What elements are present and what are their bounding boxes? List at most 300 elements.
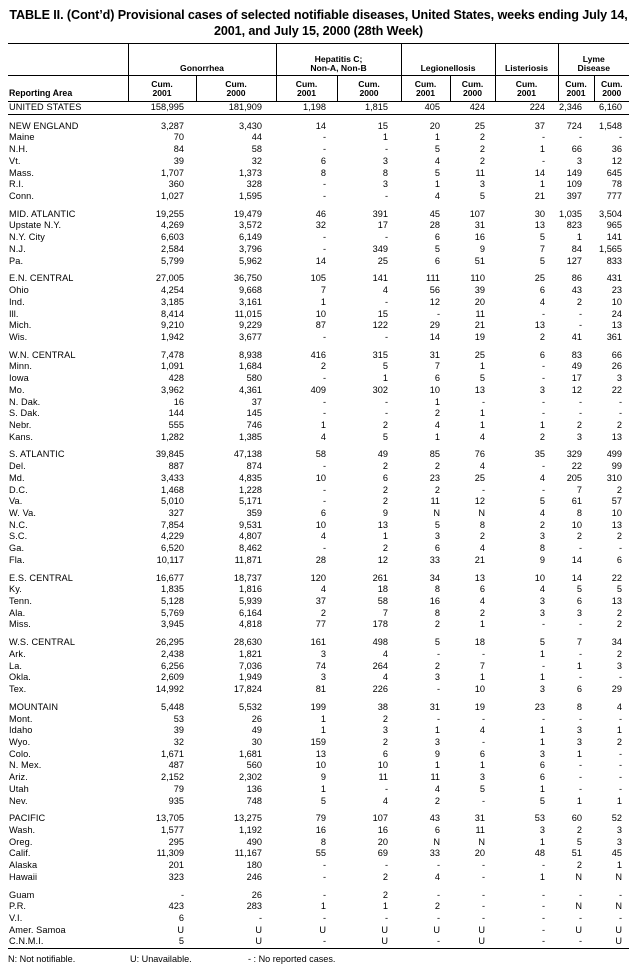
value-cell: 1,548 bbox=[599, 120, 623, 131]
value-cell: 109 bbox=[566, 179, 583, 190]
value-cell: 3,287 bbox=[161, 120, 184, 131]
value-cell: 5 bbox=[382, 361, 389, 372]
value-cell: 4 bbox=[539, 472, 546, 483]
value-cell: 4,807 bbox=[239, 531, 262, 542]
value-cell: 2,584 bbox=[161, 243, 184, 254]
value-cell: 328 bbox=[246, 179, 262, 190]
value-cell: 46 bbox=[315, 208, 326, 219]
reporting-area-cell: Utah bbox=[9, 783, 29, 794]
value-cell: 55 bbox=[315, 848, 326, 859]
value-cell: - bbox=[384, 408, 389, 419]
value-cell: N bbox=[433, 508, 441, 518]
value-cell: 31 bbox=[474, 220, 486, 231]
value-cell: 61 bbox=[571, 496, 583, 507]
value-cell: 4 bbox=[434, 871, 441, 882]
value-cell: 3 bbox=[616, 660, 623, 671]
value-cell: 181,909 bbox=[228, 102, 262, 112]
year-label: 2001 bbox=[566, 88, 586, 99]
value-cell: U bbox=[615, 936, 623, 947]
table-bottom-rule bbox=[8, 948, 629, 949]
value-cell: 1 bbox=[539, 871, 546, 882]
year-label: 2001 bbox=[152, 88, 172, 99]
value-cell: 397 bbox=[566, 191, 583, 202]
value-cell: - bbox=[384, 191, 389, 202]
value-cell: 2 bbox=[576, 296, 583, 307]
value-cell: 5,171 bbox=[239, 496, 262, 507]
header-listeriosis-2001 bbox=[495, 76, 558, 102]
value-cell: 1 bbox=[539, 783, 546, 794]
value-cell: 9 bbox=[320, 772, 326, 783]
value-cell: 1,707 bbox=[161, 167, 184, 178]
reporting-area-cell: La. bbox=[9, 660, 23, 671]
value-cell: 1,385 bbox=[239, 431, 262, 442]
value-cell: 2 bbox=[616, 619, 623, 630]
table-row bbox=[8, 543, 629, 555]
value-cell: 4 bbox=[320, 584, 326, 595]
header-lyme-2000 bbox=[594, 76, 629, 102]
value-cell: 25 bbox=[474, 472, 486, 483]
value-cell: - bbox=[578, 308, 583, 319]
value-cell: 31 bbox=[474, 813, 486, 824]
value-cell: 87 bbox=[315, 320, 326, 331]
value-cell: 3,161 bbox=[239, 296, 262, 307]
reporting-area-cell: Va. bbox=[9, 496, 23, 507]
table-row bbox=[8, 168, 629, 180]
value-cell: 5 bbox=[320, 795, 326, 806]
value-cell: 3 bbox=[539, 824, 546, 835]
value-cell: 9 bbox=[382, 508, 389, 518]
value-cell: 17 bbox=[571, 373, 583, 384]
reporting-area-cell: PACIFIC bbox=[9, 813, 46, 824]
value-cell: 10 bbox=[571, 519, 583, 530]
year-label: 2001 bbox=[516, 88, 537, 99]
header-hepatitis-c-2000 bbox=[337, 76, 401, 102]
value-cell: - bbox=[578, 619, 583, 630]
value-cell: 85 bbox=[429, 449, 441, 460]
value-cell: 2 bbox=[434, 619, 441, 630]
value-cell: 5 bbox=[539, 496, 546, 507]
value-cell: 4 bbox=[382, 285, 389, 296]
value-cell: 25 bbox=[474, 120, 486, 131]
value-cell: - bbox=[541, 860, 546, 871]
value-cell: - bbox=[541, 132, 546, 143]
value-cell: 48 bbox=[534, 848, 546, 859]
value-cell: - bbox=[322, 396, 326, 407]
value-cell: - bbox=[436, 684, 441, 695]
reporting-area-cell: Miss. bbox=[9, 619, 31, 630]
value-cell: - bbox=[618, 396, 623, 407]
value-cell: 4 bbox=[479, 543, 486, 554]
value-cell: 4 bbox=[434, 783, 441, 794]
table-row bbox=[8, 890, 629, 902]
value-cell: 58 bbox=[315, 449, 326, 460]
value-cell: 3,185 bbox=[161, 296, 184, 307]
value-cell: 10 bbox=[474, 684, 486, 695]
value-cell: 6 bbox=[434, 543, 441, 554]
value-cell: - bbox=[322, 461, 326, 472]
reporting-area-cell: Minn. bbox=[9, 361, 32, 372]
value-cell: - bbox=[578, 772, 583, 783]
value-cell: 33 bbox=[429, 554, 441, 565]
value-cell: 1 bbox=[382, 132, 389, 143]
value-cell: - bbox=[541, 308, 546, 319]
value-cell: 6 bbox=[576, 596, 583, 607]
value-cell: 935 bbox=[168, 795, 184, 806]
value-cell: 51 bbox=[474, 255, 486, 266]
value-cell: 57 bbox=[611, 496, 623, 507]
table-row bbox=[8, 297, 629, 309]
value-cell: 1 bbox=[479, 361, 486, 372]
value-cell: 4,818 bbox=[239, 619, 262, 630]
value-cell: 5 bbox=[539, 637, 546, 648]
value-cell: 2 bbox=[382, 461, 389, 472]
table-body bbox=[8, 102, 629, 949]
value-cell: 5 bbox=[539, 232, 546, 243]
value-cell: 1 bbox=[320, 725, 326, 736]
value-cell: - bbox=[436, 860, 441, 871]
value-cell: 823 bbox=[566, 220, 583, 231]
value-cell: 14 bbox=[571, 554, 583, 565]
reporting-area-cell: Ga. bbox=[9, 543, 25, 554]
reporting-area-cell: N. Mex. bbox=[9, 760, 42, 771]
footnotes bbox=[8, 954, 629, 964]
value-cell: 1 bbox=[320, 713, 326, 724]
value-cell: 3,677 bbox=[239, 331, 262, 342]
value-cell: 8 bbox=[576, 508, 583, 518]
value-cell: 32 bbox=[173, 736, 184, 747]
reporting-area-cell: E.S. CENTRAL bbox=[9, 572, 73, 583]
value-cell: 2 bbox=[479, 531, 486, 542]
value-cell: 14 bbox=[571, 572, 583, 583]
table-row bbox=[8, 408, 629, 420]
value-cell: 9 bbox=[479, 243, 486, 254]
table-row bbox=[8, 309, 629, 321]
value-cell: 51 bbox=[571, 848, 583, 859]
value-cell: - bbox=[322, 373, 326, 384]
value-cell: - bbox=[384, 783, 389, 794]
value-cell: 1,027 bbox=[161, 191, 184, 202]
value-cell: 4 bbox=[539, 584, 546, 595]
value-cell: 11,309 bbox=[156, 848, 184, 859]
value-cell: 10,117 bbox=[156, 554, 184, 565]
value-cell: 37 bbox=[534, 120, 546, 131]
year-label: 2001 bbox=[296, 88, 317, 99]
value-cell: 23 bbox=[429, 472, 441, 483]
value-cell: 29 bbox=[429, 320, 441, 331]
reporting-area-cell: Ill. bbox=[9, 308, 19, 319]
value-cell: - bbox=[436, 648, 441, 659]
value-cell: 22 bbox=[611, 384, 623, 395]
value-cell: 3 bbox=[576, 725, 583, 736]
value-cell: 110 bbox=[470, 273, 486, 284]
value-cell: N bbox=[575, 871, 583, 882]
value-cell: 3 bbox=[382, 155, 389, 166]
value-cell: 38 bbox=[377, 701, 389, 712]
value-cell: 1,192 bbox=[239, 824, 262, 835]
reporting-area-cell: Pa. bbox=[9, 255, 24, 266]
reporting-area-cell: Hawaii bbox=[9, 871, 38, 882]
value-cell: - bbox=[578, 913, 583, 923]
value-cell: 39 bbox=[173, 725, 184, 736]
value-cell: 5 bbox=[434, 243, 441, 254]
value-cell: 7,478 bbox=[161, 349, 184, 360]
value-cell: 84 bbox=[173, 144, 184, 155]
value-cell: 1 bbox=[382, 373, 389, 384]
value-cell: - bbox=[618, 760, 623, 771]
value-cell: 5 bbox=[576, 836, 583, 847]
value-cell: 77 bbox=[315, 619, 326, 630]
value-cell: 34 bbox=[429, 572, 441, 583]
value-cell: 13 bbox=[474, 572, 486, 583]
table-row bbox=[8, 156, 629, 168]
value-cell: - bbox=[541, 155, 546, 166]
rule-cell bbox=[8, 948, 629, 949]
value-cell: 9,210 bbox=[161, 320, 184, 331]
value-cell: 1,577 bbox=[161, 824, 184, 835]
table-row bbox=[8, 397, 629, 409]
reporting-area-cell: R.I. bbox=[9, 179, 24, 190]
value-cell: - bbox=[618, 672, 623, 683]
value-cell: 34 bbox=[611, 637, 623, 648]
value-cell: 1 bbox=[434, 725, 441, 736]
table-row bbox=[8, 132, 629, 144]
value-cell: 4 bbox=[382, 672, 389, 683]
value-cell: 11,015 bbox=[234, 308, 262, 319]
table-row bbox=[8, 121, 629, 133]
year-label: 2000 bbox=[226, 88, 246, 99]
value-cell: 5 bbox=[434, 167, 441, 178]
value-cell: 8 bbox=[479, 519, 486, 530]
value-cell: 724 bbox=[566, 120, 583, 131]
value-cell: 2 bbox=[616, 648, 623, 659]
value-cell: - bbox=[481, 901, 486, 912]
value-cell: 43 bbox=[571, 285, 583, 296]
value-cell: - bbox=[578, 672, 583, 683]
value-cell: 21 bbox=[534, 191, 546, 202]
value-cell: 10 bbox=[315, 760, 326, 771]
value-cell: 5,962 bbox=[239, 255, 262, 266]
value-cell: 8 bbox=[320, 167, 326, 178]
table-row bbox=[8, 496, 629, 508]
value-cell: 499 bbox=[606, 449, 623, 460]
table-row bbox=[8, 191, 629, 203]
value-cell: 19,479 bbox=[233, 208, 262, 219]
table-row bbox=[8, 796, 629, 808]
reporting-area-cell: Ark. bbox=[9, 648, 26, 659]
value-cell: 8 bbox=[576, 701, 583, 712]
value-cell: - bbox=[322, 860, 326, 871]
value-cell: 1 bbox=[539, 144, 546, 155]
value-cell: 2 bbox=[576, 860, 583, 871]
table-row bbox=[8, 813, 629, 825]
value-cell: 81 bbox=[315, 684, 326, 695]
value-cell: 27,005 bbox=[155, 273, 184, 284]
value-cell: 555 bbox=[168, 419, 184, 430]
value-cell: 10 bbox=[611, 296, 623, 307]
value-cell: 1,835 bbox=[161, 584, 184, 595]
value-cell: 201 bbox=[168, 860, 184, 871]
table-row bbox=[8, 332, 629, 344]
reporting-area-cell: Mich. bbox=[9, 320, 32, 331]
value-cell: 25 bbox=[474, 349, 486, 360]
reporting-area-cell: Kans. bbox=[9, 431, 33, 442]
value-cell: - bbox=[180, 889, 184, 900]
value-cell: 1 bbox=[320, 901, 326, 912]
header-group-hepatitis-c bbox=[276, 44, 401, 76]
value-cell: 7,036 bbox=[239, 660, 262, 671]
value-cell: 1 bbox=[576, 660, 583, 671]
reporting-area-cell: Nebr. bbox=[9, 419, 32, 430]
value-cell: 487 bbox=[168, 760, 184, 771]
value-cell: 6,256 bbox=[161, 660, 184, 671]
value-cell: - bbox=[436, 889, 441, 900]
value-cell: 36 bbox=[611, 144, 623, 155]
hep-c-line1: Hepatitis C; bbox=[314, 53, 363, 64]
value-cell: 1 bbox=[616, 725, 623, 736]
value-cell: 3,433 bbox=[161, 472, 184, 483]
reporting-area-cell: Okla. bbox=[9, 672, 31, 683]
year-label: 2000 bbox=[602, 88, 622, 99]
value-cell: - bbox=[618, 543, 623, 554]
value-cell: 20 bbox=[377, 836, 389, 847]
value-cell: 1 bbox=[616, 795, 623, 806]
value-cell: 3,796 bbox=[239, 243, 262, 254]
value-cell: 3 bbox=[382, 179, 389, 190]
value-cell: 11 bbox=[475, 824, 486, 835]
value-cell: 33 bbox=[429, 848, 441, 859]
reporting-area-cell: Upstate N.Y. bbox=[9, 220, 62, 231]
header-group-listeriosis: Listeriosis bbox=[495, 44, 558, 76]
reporting-area-cell: W. Va. bbox=[9, 508, 36, 518]
value-cell: - bbox=[384, 232, 389, 243]
value-cell: 2 bbox=[616, 484, 623, 495]
value-cell: 39 bbox=[173, 155, 184, 166]
value-cell: 391 bbox=[372, 208, 389, 219]
value-cell: 10 bbox=[315, 308, 326, 319]
value-cell: 3 bbox=[382, 725, 389, 736]
table-row bbox=[8, 461, 629, 473]
value-cell: - bbox=[481, 913, 486, 923]
cum-label: Cum. bbox=[515, 78, 538, 89]
value-cell: 13 bbox=[534, 220, 546, 231]
value-cell: 159 bbox=[310, 736, 326, 747]
value-cell: 26 bbox=[251, 713, 262, 724]
reporting-area-cell: S.C. bbox=[9, 531, 28, 542]
reporting-area-cell: Iowa bbox=[9, 373, 29, 384]
value-cell: 4,835 bbox=[239, 472, 262, 483]
table-row bbox=[8, 508, 629, 520]
value-cell: 423 bbox=[168, 901, 184, 912]
table-row bbox=[8, 913, 629, 925]
table-header bbox=[8, 44, 629, 102]
table-row bbox=[8, 285, 629, 297]
table-row bbox=[8, 702, 629, 714]
value-cell: 3 bbox=[539, 748, 546, 759]
value-cell: 22 bbox=[571, 461, 583, 472]
value-cell: 1,565 bbox=[599, 243, 623, 254]
value-cell: 1,821 bbox=[239, 648, 262, 659]
value-cell: 20 bbox=[429, 120, 441, 131]
footnote-not-notifiable: N: Not notifiable. bbox=[8, 954, 76, 964]
value-cell: 746 bbox=[246, 419, 262, 430]
table-row bbox=[8, 244, 629, 256]
value-cell: 13 bbox=[377, 519, 389, 530]
value-cell: 13 bbox=[611, 431, 623, 442]
value-cell: - bbox=[481, 795, 486, 806]
value-cell: 2 bbox=[539, 431, 546, 442]
value-cell: 9,668 bbox=[239, 285, 262, 296]
value-cell: 1 bbox=[434, 179, 441, 190]
value-cell: - bbox=[481, 871, 486, 882]
value-cell: 6 bbox=[539, 772, 546, 783]
table-row bbox=[8, 449, 629, 461]
header-sub-row bbox=[8, 76, 629, 102]
value-cell: 19 bbox=[474, 701, 486, 712]
value-cell: - bbox=[322, 871, 326, 882]
value-cell: 19,255 bbox=[155, 208, 184, 219]
value-cell: 7,854 bbox=[161, 519, 184, 530]
value-cell: 2 bbox=[479, 607, 486, 618]
value-cell: - bbox=[618, 772, 623, 783]
value-cell: 19 bbox=[474, 331, 486, 342]
value-cell: 30 bbox=[534, 208, 546, 219]
value-cell: 3 bbox=[539, 531, 546, 542]
value-cell: 2 bbox=[320, 361, 326, 372]
value-cell: 2 bbox=[434, 461, 441, 472]
value-cell: 16 bbox=[377, 824, 389, 835]
value-cell: 11,871 bbox=[234, 554, 262, 565]
value-cell: - bbox=[322, 331, 326, 342]
value-cell: 16 bbox=[173, 396, 184, 407]
value-cell: 226 bbox=[372, 684, 389, 695]
value-cell: 1,942 bbox=[161, 331, 184, 342]
value-cell: 1 bbox=[434, 396, 441, 407]
value-cell: 28 bbox=[315, 554, 326, 565]
reporting-area-cell: S. ATLANTIC bbox=[9, 449, 65, 460]
value-cell: 86 bbox=[571, 273, 583, 284]
value-cell: 1,091 bbox=[161, 361, 184, 372]
value-cell: 2 bbox=[434, 795, 441, 806]
value-cell: - bbox=[618, 408, 623, 419]
value-cell: 3 bbox=[576, 736, 583, 747]
table-row bbox=[8, 531, 629, 543]
lyme-line1: Lyme bbox=[582, 53, 605, 64]
table-row bbox=[8, 320, 629, 332]
value-cell: 1,684 bbox=[239, 361, 262, 372]
reporting-area-cell: Alaska bbox=[9, 860, 38, 871]
reporting-area-cell: E.N. CENTRAL bbox=[9, 273, 74, 284]
value-cell: 4 bbox=[479, 461, 486, 472]
reporting-area-cell: N.H. bbox=[9, 144, 28, 155]
value-cell: 15 bbox=[377, 120, 389, 131]
value-cell: 3 bbox=[320, 648, 326, 659]
value-cell: - bbox=[618, 132, 623, 143]
value-cell: 29 bbox=[611, 684, 623, 695]
value-cell: 1 bbox=[539, 725, 546, 736]
value-cell: 20 bbox=[474, 296, 486, 307]
header-legionellosis-2000 bbox=[450, 76, 495, 102]
value-cell: 13,705 bbox=[155, 813, 184, 824]
cum-label: Cum. bbox=[358, 78, 380, 89]
reporting-area-cell: Conn. bbox=[9, 191, 35, 202]
value-cell: - bbox=[618, 889, 623, 900]
table-row bbox=[8, 608, 629, 620]
value-cell: 1 bbox=[479, 619, 486, 630]
value-cell: U bbox=[255, 924, 262, 935]
value-cell: 13 bbox=[474, 384, 486, 395]
value-cell: 31 bbox=[429, 701, 441, 712]
value-cell: - bbox=[322, 144, 326, 155]
